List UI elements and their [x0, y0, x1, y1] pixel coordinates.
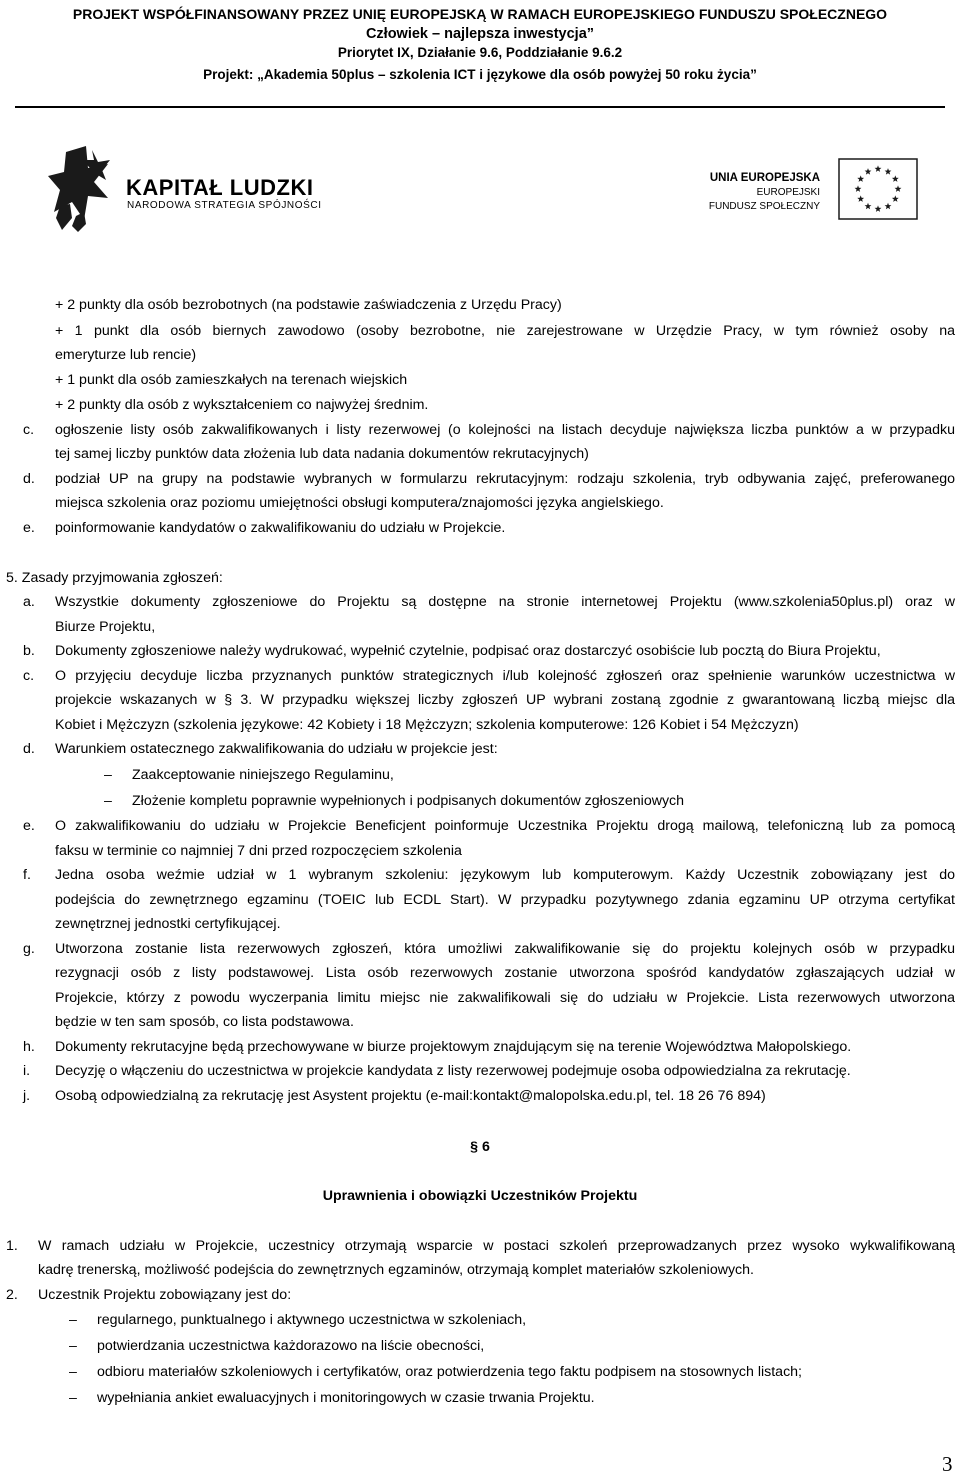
item-6-2-line1: Uczestnik Projektu zobowiązany jest do:: [38, 1287, 292, 1303]
dash-bullet: –: [104, 767, 112, 783]
item-marker-5g: g.: [23, 941, 35, 957]
item-5f-line1: Jedna osoba weźmie udział w 1 wybranym szkoleniu: językowym lub komputerowym. Każdy Uczestnik zobowiązany jest do: [55, 867, 955, 883]
item-5c-line2: projekcie wskazanych w § 3. W przypadku większej liczby zgłoszeń UP wybrani zostaną zgodnie z gwarantowaną liczbą miejsc dla: [55, 692, 955, 708]
dash-bullet: –: [104, 793, 112, 809]
obligation-item-3: odbioru materiałów szkoleniowych i certyfikatów, oraz potwierdzenia tego faktu podpisem na stosownych listach;: [97, 1364, 802, 1380]
project-header-line4: Projekt: „Akademia 50plus – szkolenia ICT i językowe dla osób powyżej 50 roku życia”: [203, 67, 757, 82]
item-e-line1: poinformowanie kandydatów o zakwalifikowaniu do udziału w Projekcie.: [55, 520, 506, 536]
eu-flag-icon: [838, 158, 918, 220]
item-5g-line4: będzie w ten sam sposób, co lista podstawowa.: [55, 1014, 354, 1030]
item-d-line2: miejsca szkolenia oraz poziomu umiejętności obsługi komputera/znajomości języka angielskiego.: [55, 495, 664, 511]
item-marker-e: e.: [23, 520, 35, 536]
item-5a-line1: Wszystkie dokumenty zgłoszeniowe do Projektu są dostępne na stronie internetowej Projektu (www.szkolenia50plus.pl) oraz w: [55, 594, 955, 610]
item-5f-line2: podejścia do zewnętrznego egzaminu (TOEIC lub ECDL Start). W przypadku pozytywnego zdania egzaminu UP otrzyma certyfikat: [55, 892, 955, 908]
item-5d-bullet1: Zaakceptowanie niniejszego Regulaminu,: [132, 767, 394, 783]
item-c-line2: tej samej liczby punktów data złożenia lub data nadania dokumentów rekrutacyjnych): [55, 446, 589, 462]
section-6-title: Uprawnienia i obowiązki Uczestników Projektu: [322, 1188, 638, 1204]
item-marker-5c: c.: [23, 668, 35, 684]
item-marker-5e: e.: [23, 818, 35, 834]
item-6-1-line1: W ramach udziału w Projekcie, uczestnicy otrzymają wsparcie w postaci szkoleń przeprowadzanych przez wysoko wykwalifikowaną: [38, 1238, 955, 1254]
item-6-1-line2: kadrę trenerską, możliwość podejścia do zewnętrznych egzaminów, otrzymają komplet materiałów szkoleniowych.: [38, 1262, 754, 1278]
item-5f-line3: zewnętrznej jednostki certyfikującej.: [55, 916, 281, 932]
item-5e-line2: faksu w terminie co najmniej 7 dni przed rozpoczęciem szkolenia: [55, 843, 462, 859]
points-inactive-line2: emeryturze lub rencie): [55, 347, 197, 363]
ue-logo-line3: FUNDUSZ SPOŁECZNY: [708, 201, 820, 212]
item-marker-5a: a.: [23, 594, 35, 610]
item-marker-5j: j.: [23, 1088, 31, 1104]
item-5a-line2: Biurze Projektu,: [55, 619, 156, 635]
ue-logo-line1: UNIA EUROPEJSKA: [709, 172, 820, 184]
ue-logo-line2: EUROPEJSKI: [756, 187, 820, 198]
kapital-ludzki-title: KAPITAŁ LUDZKI: [126, 175, 314, 200]
dash-bullet: –: [69, 1312, 77, 1328]
points-inactive-line1: + 1 punkt dla osób biernych zawodowo (osoby bezrobotne, nie zarejestrowane w Urzędzie Pracy, w tym również osoby na: [55, 323, 955, 339]
item-5g-line2: rezygnacji osób z listy podstawowej. Lista osób rezerwowych zostanie utworzona spośród kandydatów zgłaszających udział w: [55, 965, 955, 981]
obligation-item-2: potwierdzania uczestnictwa każdorazowo na liście obecności,: [97, 1338, 485, 1354]
item-5b-line1: Dokumenty zgłoszeniowe należy wydrukować, wypełnić czytelnie, podpisać oraz dostarczyć osobiście lub pocztą do Biura Projektu,: [55, 643, 881, 659]
item-5j-line1: Osobą odpowiedzialną za rekrutację jest Asystent projektu (e-mail:kontakt@malopolska.edu.pl, tel. 18 26 76 894): [55, 1088, 766, 1104]
points-education: + 2 punkty dla osób z wykształceniem co najwyżej średnim.: [55, 397, 429, 413]
kapital-ludzki-subtitle: NARODOWA STRATEGIA SPÓJNOŚCI: [127, 200, 322, 211]
dash-bullet: –: [69, 1390, 77, 1406]
item-marker-6-2: 2.: [6, 1287, 18, 1303]
item-marker-5b: b.: [23, 643, 35, 659]
item-marker-5i: i.: [23, 1063, 31, 1079]
item-5c-line1: O przyjęciu decyduje liczba przyznanych punktów strategicznych i/lub kolejność zgłoszeń oraz spełnienie warunków uczestnictwa w: [55, 668, 955, 684]
item-marker-5h: h.: [23, 1039, 35, 1055]
section-6-mark: § 6: [470, 1139, 490, 1155]
points-unemployed: + 2 punkty dla osób bezrobotnych (na podstawie zaświadczenia z Urzędu Pracy): [55, 297, 562, 313]
obligation-item-1: regularnego, punktualnego i aktywnego uczestnictwa w szkoleniach,: [97, 1312, 527, 1328]
header-rule: [15, 106, 945, 108]
item-marker-5d: d.: [23, 741, 35, 757]
dash-bullet: –: [69, 1364, 77, 1380]
obligation-item-4: wypełniania ankiet ewaluacyjnych i monitoringowych w czasie trwania Projektu.: [97, 1390, 595, 1406]
project-header-line3: Priorytet IX, Działanie 9.6, Poddziałanie 9.6.2: [337, 45, 623, 60]
item-marker-5f: f.: [23, 867, 31, 883]
item-5c-line3: Kobiet i Mężczyzn (szkolenia językowe: 42 Kobiety i 18 Mężczyzn; szkolenia komputerowe: 126 Kobiet i 54 Mężczyzn): [55, 717, 799, 733]
project-header-line2: Człowiek – najlepsza inwestycja”: [365, 26, 595, 42]
item-5g-line3: Projekcie, którzy z powodu wyczerpania limitu miejsc nie zakwalifikowali się do udziału w Projekcie. Lista rezerwowych utworzona: [55, 990, 955, 1006]
item-5h-line1: Dokumenty rekrutacyjne będą przechowywane w biurze projektowym znajdującym się na terenie Województwa Małopolskiego.: [55, 1039, 852, 1055]
item-d-line1: podział UP na grupy na podstawie wybranych w formularzu rekrutacyjnym: rodzaju szkolenia, tryb odbywania zajęć, preferowanego: [55, 471, 955, 487]
item-c-line1: ogłoszenie listy osób zakwalifikowanych i listy rezerwowej (o kolejności na listach decyduje największa liczba punktów a w przypadku: [55, 422, 955, 438]
points-rural: + 1 punkt dla osób zamieszkałych na terenach wiejskich: [55, 372, 408, 388]
item-5d-bullet2: Złożenie kompletu poprawnie wypełnionych i podpisanych dokumentów zgłoszeniowych: [132, 793, 685, 809]
item-5e-line1: O zakwalifikowaniu do udziału w Projekcie Beneficjent poinformuje Uczestnika Projektu drogą mailową, telefoniczną lub za pomocą: [55, 818, 955, 834]
item-marker-6-1: 1.: [6, 1238, 18, 1254]
item-5i-line1: Decyzję o włączeniu do uczestnictwa w projekcie kandydata z listy rezerwowej podejmuje osoba odpowiedzialna za rekrutację.: [55, 1063, 851, 1079]
dash-bullet: –: [69, 1338, 77, 1354]
item-5g-line1: Utworzona zostanie lista rezerwowych zgłoszeń, która umożliwi zakwalifikowanie się do projektu kolejnych osób w przypadku: [55, 941, 955, 957]
project-header-line1: PROJEKT WSPÓŁFINANSOWANY PRZEZ UNIĘ EUROPEJSKĄ W RAMACH EUROPEJSKIEGO FUNDUSZU SPOŁECZNEGO: [72, 6, 888, 22]
section-5-heading: 5. Zasady przyjmowania zgłoszeń:: [6, 570, 223, 586]
item-marker-c: c.: [23, 422, 35, 438]
page-number: 3: [942, 1452, 953, 1476]
item-5d-line1: Warunkiem ostatecznego zakwalifikowania do udziału w projekcie jest:: [55, 741, 498, 757]
item-marker-d: d.: [23, 471, 35, 487]
